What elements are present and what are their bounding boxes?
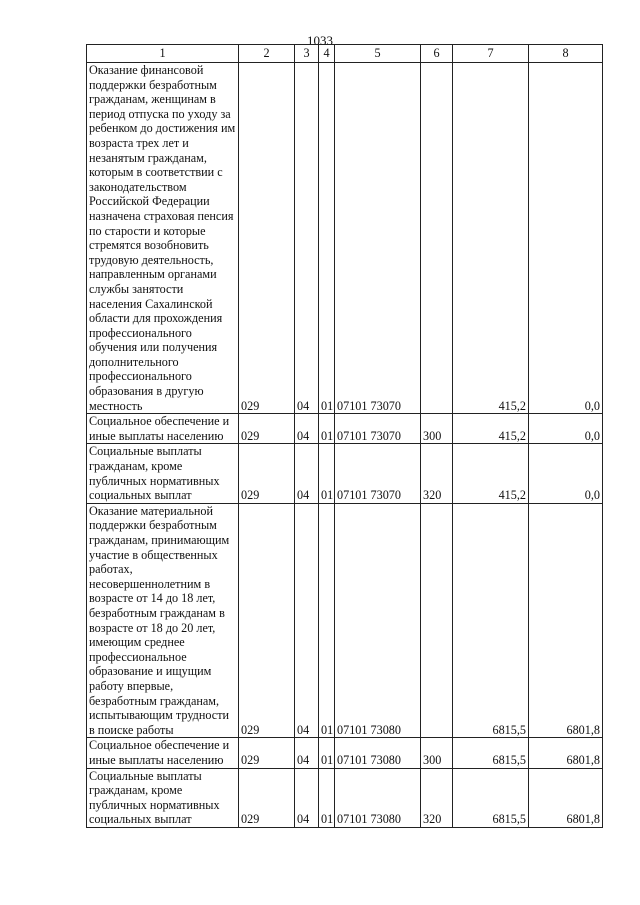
cell-col4: 01	[319, 768, 335, 827]
cell-col6: 320	[421, 444, 453, 503]
cell-col2: 029	[239, 768, 295, 827]
column-header: 4	[319, 45, 335, 63]
cell-col8: 0,0	[529, 63, 603, 414]
cell-col7: 415,2	[453, 63, 529, 414]
row-name: Социальные выплаты гражданам, кроме публичных нормативных социальных выплат	[87, 768, 239, 827]
table-row	[87, 503, 603, 738]
column-header: 7	[453, 45, 529, 63]
cell-col5: 07101 73070	[335, 63, 421, 414]
cell-col6	[421, 63, 453, 414]
cell-col2: 029	[239, 414, 295, 444]
cell-col8: 6801,8	[529, 768, 603, 827]
column-header: 6	[421, 45, 453, 63]
row-name: Социальное обеспечение и иные выплаты населению	[87, 414, 239, 444]
cell-col8: 6801,8	[529, 503, 603, 738]
budget-table	[86, 44, 603, 828]
cell-col3: 04	[295, 768, 319, 827]
cell-col6: 300	[421, 414, 453, 444]
row-name: Социальное обеспечение и иные выплаты населению	[87, 738, 239, 768]
cell-col7: 6815,5	[453, 503, 529, 738]
cell-col4: 01	[319, 444, 335, 503]
cell-col7: 6815,5	[453, 768, 529, 827]
cell-col7: 415,2	[453, 444, 529, 503]
table-row	[87, 63, 603, 414]
cell-col4: 01	[319, 503, 335, 738]
table-row	[87, 738, 603, 768]
cell-col5: 07101 73080	[335, 738, 421, 768]
cell-col3: 04	[295, 63, 319, 414]
row-name: Оказание финансовой поддержки безработным гражданам, женщинам в период отпуска по уходу за ребенком до достижения им возраста трех лет и незанятым гражданам, которым в соответствии с законодательством Российской Федерации назначена страховая пенсия по старости и которые стремятся возобновить трудовую деятельность, направленным органами службы занятости населения Сахалинской области для прохождения профессионального обучения или получения дополнительного профессионального образования в другую местность	[87, 63, 239, 414]
cell-col3: 04	[295, 738, 319, 768]
cell-col7: 6815,5	[453, 738, 529, 768]
cell-col8: 0,0	[529, 414, 603, 444]
column-header: 8	[529, 45, 603, 63]
column-header: 1	[87, 45, 239, 63]
cell-col8: 0,0	[529, 444, 603, 503]
cell-col2: 029	[239, 444, 295, 503]
table-row	[87, 414, 603, 444]
cell-col4: 01	[319, 63, 335, 414]
cell-col7: 415,2	[453, 414, 529, 444]
cell-col5: 07101 73070	[335, 414, 421, 444]
column-header: 5	[335, 45, 421, 63]
column-header: 3	[295, 45, 319, 63]
header-row	[87, 45, 603, 63]
cell-col2: 029	[239, 503, 295, 738]
cell-col6	[421, 503, 453, 738]
table-row	[87, 444, 603, 503]
table-row	[87, 768, 603, 827]
row-name: Оказание материальной поддержки безработным гражданам, принимающим участие в общественных работах, несовершеннолетним в возрасте от 14 до 18 лет, безработным гражданам в возрасте от 18 до 20 лет, имеющим среднее профессиональное образование и ищущим работу впервые, безработным гражданам, испытывающим трудности в поиске работы	[87, 503, 239, 738]
cell-col6: 300	[421, 738, 453, 768]
cell-col5: 07101 73080	[335, 768, 421, 827]
cell-col6: 320	[421, 768, 453, 827]
cell-col2: 029	[239, 738, 295, 768]
cell-col8: 6801,8	[529, 738, 603, 768]
column-header: 2	[239, 45, 295, 63]
cell-col4: 01	[319, 738, 335, 768]
cell-col5: 07101 73080	[335, 503, 421, 738]
cell-col3: 04	[295, 503, 319, 738]
cell-col3: 04	[295, 444, 319, 503]
cell-col3: 04	[295, 414, 319, 444]
cell-col2: 029	[239, 63, 295, 414]
row-name: Социальные выплаты гражданам, кроме публичных нормативных социальных выплат	[87, 444, 239, 503]
cell-col4: 01	[319, 414, 335, 444]
cell-col5: 07101 73070	[335, 444, 421, 503]
page-number: 1033	[307, 33, 333, 48]
